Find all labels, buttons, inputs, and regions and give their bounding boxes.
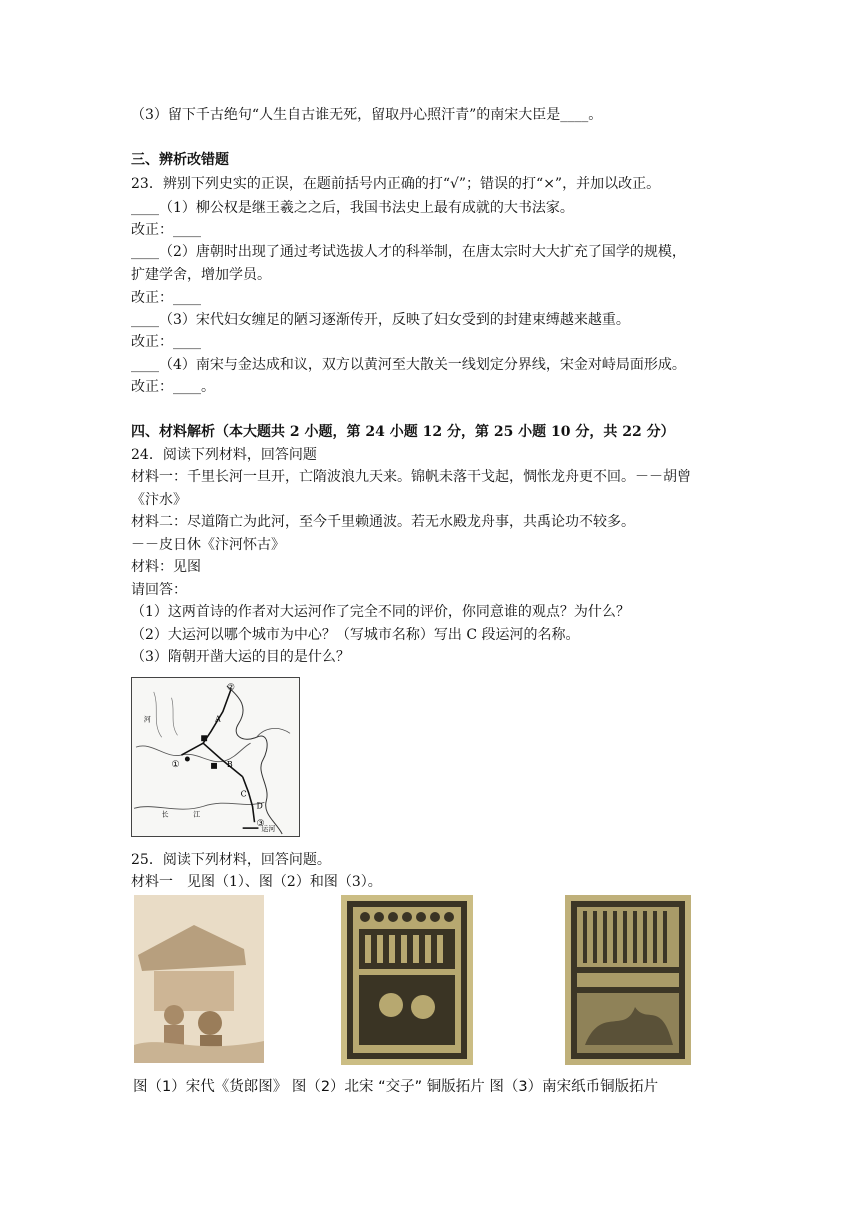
q23-item1-statement: ____（1）柳公权是继王羲之之后，我国书法史上最有成就的大书法家。 [131,200,574,216]
map-label-a: A [215,714,221,724]
q24-material2-line2: －－皮日休《汴河怀古》 [131,537,285,553]
q23-stem: 23．辨别下列史实的正误，在题前括号内正确的打“√”；错误的打“×”，并加以改正。 [131,176,661,192]
q24-material2-line1: 材料二：尽道隋亡为此河，至今千里赖通波。若无水殿龙舟事，共禹论功不较多。 [131,514,635,530]
q24-material3: 材料：见图 [131,559,201,575]
q24-question1: （1）这两首诗的作者对大运河作了完全不同的评价，你同意谁的观点？为什么？ [131,604,630,620]
map-label-circle1: ① [171,759,180,770]
q24-material1-line1: 材料一：千里长河一旦开，亡隋波浪九天来。锦帆未落干戈起，惆怅龙舟更不回。－－胡曾 [131,469,691,485]
map-label-chang: 长 [161,810,169,819]
q23-item3-statement: ____（3）宋代妇女缠足的陋习逐渐传开，反映了妇女受到的封建束缚越来越重。 [131,312,630,328]
q24-ask: 请回答： [131,582,187,598]
map-label-he: 河 [143,715,151,724]
map-label-c: C [240,789,247,799]
q23-item4-correction: 改正：____。 [131,379,215,395]
map-legend-label: 运河 [261,825,276,834]
q23-item3-correction: 改正：____ [131,334,201,350]
jiaozi-rubbing-image [341,895,473,1065]
q24-question3: （3）隋朝开凿大运的目的是什么？ [131,649,350,665]
map-label-circle3: ③ [256,819,265,830]
q24-question2: （2）大运河以哪个城市为中心？（写城市名称）写出 C 段运河的名称。 [131,627,580,643]
grand-canal-map-drawing [132,678,299,836]
q24-stem: 24．阅读下列材料，回答问题 [131,447,317,463]
q23-item1-correction: 改正：____ [131,222,201,238]
q22-part3: （3）留下千古绝句“人生自古谁无死，留取丹心照汗青”的南宋大臣是____。 [131,107,603,123]
q24-material1-line2: 《汴水》 [131,492,187,508]
q23-item2-statement-cont: 扩建学舍，增加学员。 [131,267,271,283]
huolang-painting-image [134,895,264,1063]
map-label-circle2: ② [226,682,235,693]
section4-heading: 四、材料解析（本大题共 2 小题，第 24 小题 12 分，第 25 小题 10 分，共 22 分） [131,424,675,440]
q23-item2-correction: 改正：____ [131,290,201,306]
grand-canal-map [131,677,300,837]
q25-stem: 25．阅读下列材料，回答问题。 [131,852,331,868]
southern-song-banknote-image [565,895,691,1065]
q25-material1: 材料一 见图（1）、图（2）和图（3）。 [131,874,382,890]
figure-caption: 图（1）宋代《货郎图》 图（2）北宋 “交子” 铜版拓片 图（3）南宋纸币铜版拓片 [133,1079,659,1095]
q23-item4-statement: ____（4）南宋与金达成和议，双方以黄河至大散关一线划定分界线，宋金对峙局面形成。 [131,357,686,373]
map-label-b: B [226,759,233,769]
q23-item2-statement: ____（2）唐朝时出现了通过考试选拔人才的科举制，在唐太宗时大大扩充了国学的规模， [131,244,686,260]
section3-heading: 三、辨析改错题 [131,152,229,168]
map-label-d: D [256,801,263,811]
map-label-jiang: 江 [193,810,201,819]
